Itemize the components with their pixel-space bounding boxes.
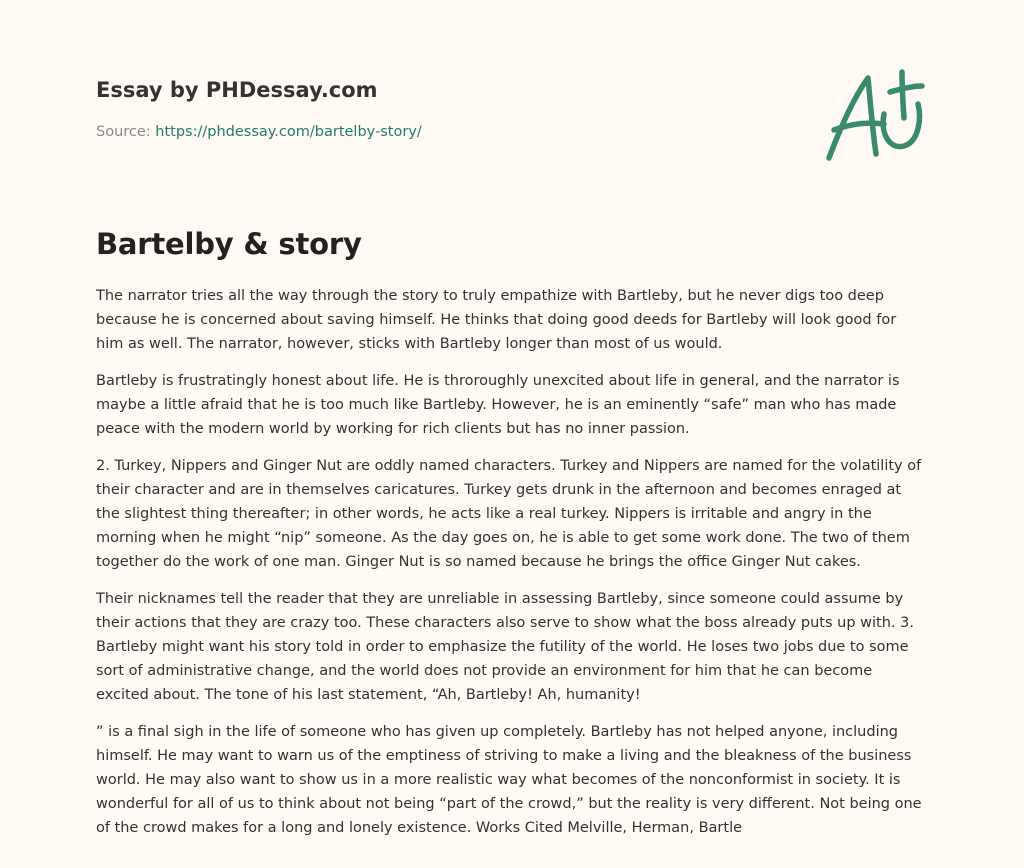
source-line: [96, 122, 796, 142]
paragraph: 2. Turkey, Nippers and Ginger Nut are oddly named characters. Turkey and Nippers are named for the volatility of their character and are in themselves caricatures. Turkey gets drunk in the afternoon and becomes enraged at the slightest thing thereafter; in other words, he acts like a real turkey. Nippers is irritable and angry in the morning when he might “nip” someone. As the day goes on, he is able to get some work done. The two of them together do the work of one man. Ginger Nut is so named because he brings the office Ginger Nut cakes.: [96, 458, 922, 570]
paragraph: Bartleby is frustratingly honest about life. He is throroughly unexcited about life in general, and the narrator is maybe a little afraid that he is too much like Bartleby. However, he is an eminently “safe” man who has made peace with the modern world by working for rich clients but has no inner passion.: [96, 373, 900, 437]
site-title: Essay by PHDessay.com: [96, 78, 378, 102]
document-header: [96, 74, 796, 142]
paragraph: The narrator tries all the way through the story to truly empathize with Bartleby, but he never digs too deep because he is concerned about saving himself. He thinks that doing good deeds for Bartleby will look good for him as well. The narrator, however, sticks with Bartleby longer than most of us would.: [96, 288, 897, 352]
article-title: Bartelby & story: [96, 227, 362, 261]
paragraph: ” is a final sigh in the life of someone who has given up completely. Bartleby has not helped anyone, including himself. He may want to warn us of the emptiness of striving to make a living and the bleakness of the business world. He may also want to show us in a more realistic way what becomes of the nonconformist in society. It is wonderful for all of us to think about not being “part of the crowd,” but the reality is very different. Not being one of the crowd makes for a long and lonely existence. Works Cited Melville, Herman, Bartle: [96, 724, 922, 836]
source-link[interactable]: https://phdessay.com/bartelby-story/: [155, 124, 422, 140]
a-plus-logo-icon: [818, 64, 930, 168]
article-body: [96, 284, 928, 853]
paragraph: Their nicknames tell the reader that they are unreliable in assessing Bartleby, since someone could assume by their actions that they are crazy too. These characters also serve to show what the boss already puts up with. 3. Bartleby might want his story told in order to emphasize the futility of the world. He loses two jobs due to some sort of administrative change, and the world does not provide an environment for him that he can become excited about. The tone of his last statement, “Ah, Bartleby! Ah, humanity!: [96, 591, 914, 703]
source-label: Source:: [96, 124, 151, 140]
